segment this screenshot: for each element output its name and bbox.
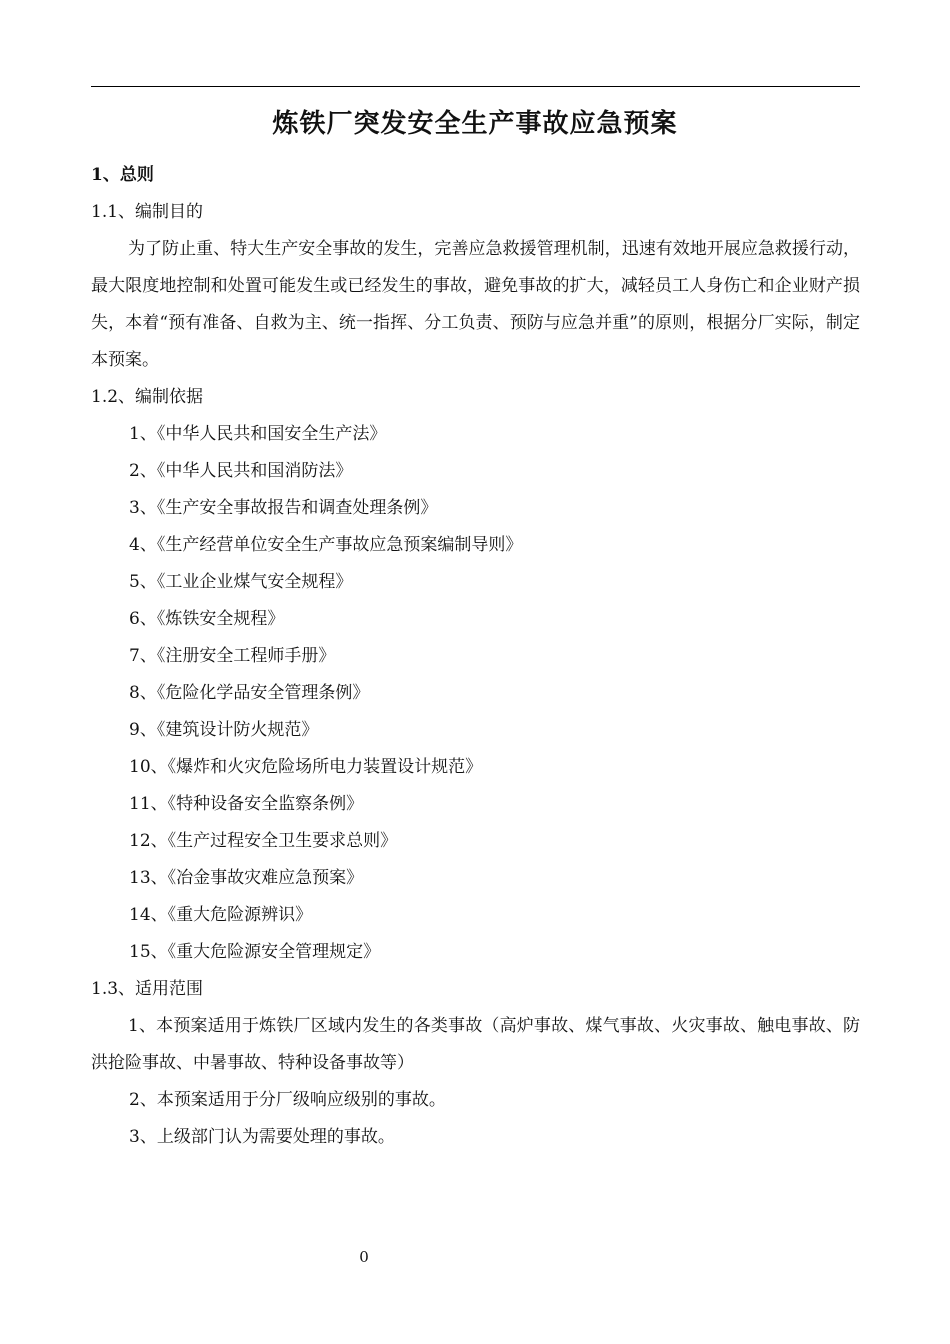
document-title: 炼铁厂突发安全生产事故应急预案 [272, 109, 678, 139]
basis-list-item: 3、《生产安全事故报告和调查处理条例》 [129, 498, 438, 518]
scope-item: 3、上级部门认为需要处理的事故。 [129, 1127, 395, 1147]
page-number: 0 [359, 1248, 369, 1266]
basis-list-item: 7、《注册安全工程师手册》 [129, 646, 336, 666]
scope-item: 1、本预案适用于炼铁厂区域内发生的各类事故（高炉事故、煤气事故、火灾事故、触电事故、防洪抢险事故、中暑事故、特种设备事故等） [91, 1016, 860, 1073]
basis-list-item: 15、《重大危险源安全管理规定》 [129, 942, 381, 962]
basis-list-item: 5、《工业企业煤气安全规程》 [129, 572, 353, 592]
scope-item: 2、本预案适用于分厂级响应级别的事故。 [129, 1090, 446, 1110]
basis-list-item: 1、《中华人民共和国安全生产法》 [129, 424, 387, 444]
basis-list-item: 14、《重大危险源辨识》 [129, 905, 313, 925]
subsection-heading-scope: 1.3、适用范围 [91, 979, 204, 999]
basis-list-item: 4、《生产经营单位安全生产事故应急预案编制导则》 [129, 535, 523, 555]
document-body [91, 157, 860, 1156]
purpose-paragraph: 为了防止重、特大生产安全事故的发生，完善应急救援管理机制，迅速有效地开展应急救援行动，最大限度地控制和处置可能发生或已经发生的事故，避免事故的扩大，减轻员工人身伤亡和企业财产损失，本着“预有准备、自救为主、统一指挥、分工负责、预防与应急并重”的原则，根据分厂实际，制定本预案。 [91, 239, 860, 370]
basis-list-item: 6、《炼铁安全规程》 [129, 609, 285, 629]
basis-list-item: 11、《特种设备安全监察条例》 [129, 794, 364, 814]
basis-list-item: 2、《中华人民共和国消防法》 [129, 461, 353, 481]
basis-list-item: 10、《爆炸和火灾危险场所电力装置设计规范》 [129, 757, 483, 777]
subsection-heading-basis: 1.2、编制依据 [91, 387, 204, 407]
basis-list-item: 12、《生产过程安全卫生要求总则》 [129, 831, 398, 851]
header-rule [91, 86, 860, 87]
basis-list-item: 9、《建筑设计防火规范》 [129, 720, 319, 740]
section-heading-general: 1、总则 [91, 165, 154, 185]
basis-list-item: 8、《危险化学品安全管理条例》 [129, 683, 370, 703]
basis-list-item: 13、《冶金事故灾难应急预案》 [129, 868, 364, 888]
subsection-heading-purpose: 1.1、编制目的 [91, 202, 204, 222]
